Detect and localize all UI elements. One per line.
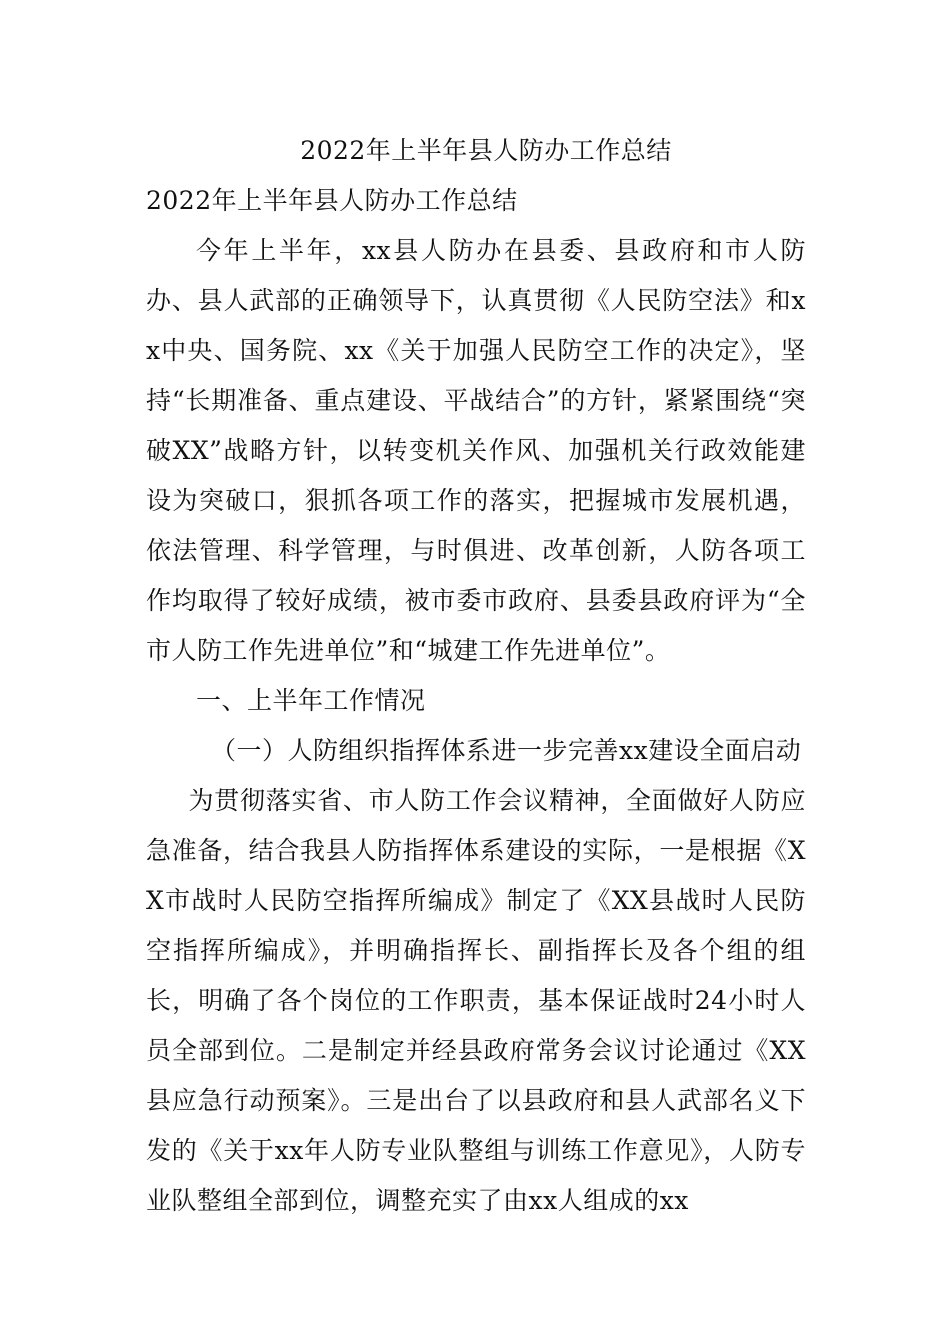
subsection-heading: （一）人防组织指挥体系进一步完善xx建设全面启动 — [211, 736, 802, 765]
document-body — [146, 126, 806, 1226]
document-title: 2022年上半年县人防办工作总结 — [300, 136, 672, 165]
document-subtitle: 2022年上半年县人防办工作总结 — [146, 186, 518, 215]
section-heading: 一、上半年工作情况 — [196, 686, 426, 715]
body-paragraph: 为贯彻落实省、市人防工作会议精神，全面做好人防应急准备，结合我县人防指挥体系建设的实际，一是根据《XX市战时人民防空指挥所编成》制定了《XX县战时人民防空指挥所编成》，并明确指挥长、副指挥长及各个组的组长，明确了各个岗位的工作职责，基本保证战时24小时人员全部到位。二是制定并经县政府常务会议讨论通过《XX县应急行动预案》。三是出台了以县政府和县人武部名义下发的《关于xx年人防专业队整组与训练工作意见》，人防专业队整组全部到位，调整充实了由xx人组成的xx — [146, 786, 806, 1215]
intro-paragraph: 今年上半年，xx县人防办在县委、县政府和市人防办、县人武部的正确领导下，认真贯彻《人民防空法》和xx中央、国务院、xx《关于加强人民防空工作的决定》，坚持“长期准备、重点建设、平战结合”的方针，紧紧围绕“突破XX”战略方针，以转变机关作风、加强机关行政效能建设为突破口，狠抓各项工作的落实，把握城市发展机遇，依法管理、科学管理，与时俱进、改革创新，人防各项工作均取得了较好成绩，被市委市政府、县委县政府评为“全市人防工作先进单位”和“城建工作先进单位”。 — [146, 236, 806, 665]
